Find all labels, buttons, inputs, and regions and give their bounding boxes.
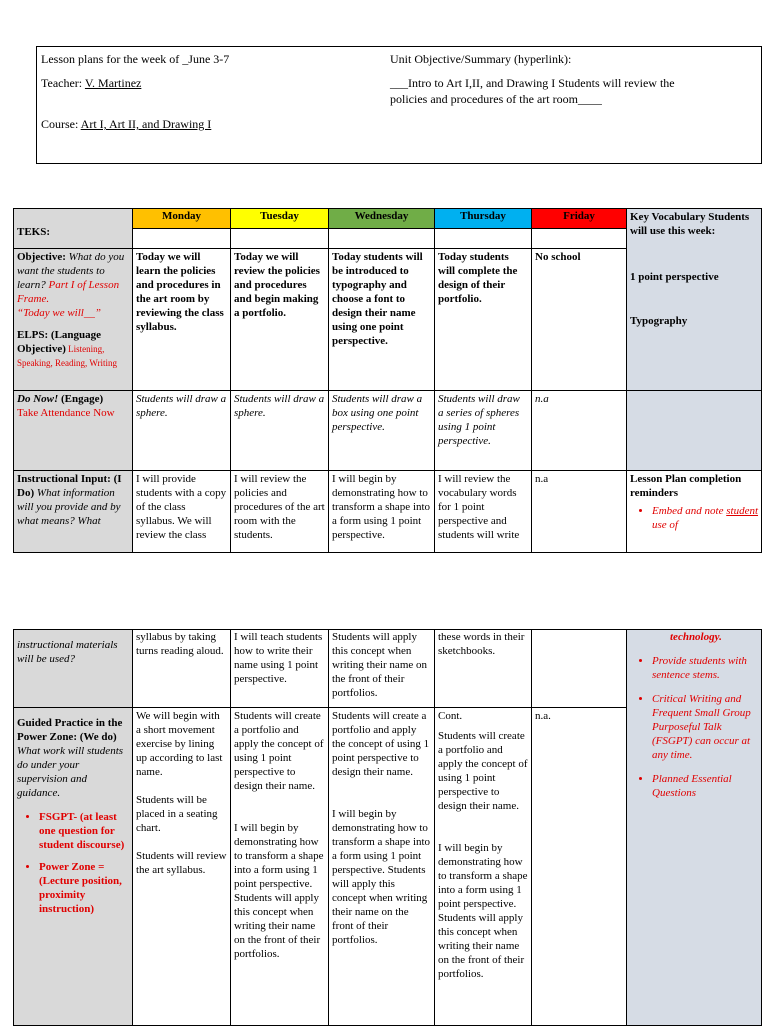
input-wednesday: I will begin by demonstrating how to transform a shape into a form using 1 point perspective. [329,471,435,553]
donow-label: Do Now! (Engage) Take Attendance Now [14,391,133,471]
input-friday-cont [532,630,627,708]
day-header-monday: Monday [133,209,231,229]
key-vocabulary [627,209,762,391]
teks-cell [133,229,231,249]
guided-friday: n.a. [532,708,627,1026]
day-header-friday: Friday [532,209,627,229]
objective-label: Objective: What do you want the students to learn? Part I of Lesson Frame. “Today we will__” ELPS: (Language Objective) Listening, Speaking, Reading, Writing [14,249,133,391]
course-name: Art I, Art II, and Drawing I [80,117,212,131]
reminder-item: • Planned Essential Questions [652,772,758,800]
vocab-item: Typography [630,315,688,327]
donow-friday: n.a [532,391,627,471]
vocab-item: 1 point perspective [630,271,719,283]
teks-cell [435,229,532,249]
reminder-item: • Provide students with sentence stems. [652,654,758,682]
guided-bullets [17,810,129,916]
objective-wednesday: Today students will be introduced to typography and choose a font to design their name using one point perspective. [329,249,435,391]
guided-practice-label: Guided Practice in the Power Zone: (We do) What work will students do under your supervision and guidance. • FSGPT- (at least one question for student discourse) • Power Zone = (Lecture position, proximity instruction) [14,708,133,1026]
week-label: Lesson plans for the week of _June 3-7 [41,52,230,66]
teks-cell [231,229,329,249]
input-wednesday-cont: Students will apply this concept when writing their name on the front of their portfolios. [329,630,435,708]
lesson-table-2 [13,629,762,1026]
lesson-header [36,46,762,164]
teks-cell [329,229,435,249]
course-line: Course: Art I, Art II, and Drawing I [41,117,212,131]
input-monday-cont: syllabus by taking turns reading aloud. [133,630,231,708]
input-thursday: I will review the vocabulary words for 1 point perspective and students will write [435,471,532,553]
unit-objective-line1: ___Intro to Art I,II, and Drawing I Students will review the [390,76,675,90]
teacher-name: V. Martinez [84,76,142,90]
donow-tuesday: Students will draw a sphere. [231,391,329,471]
guided-monday: We will begin with a short movement exercise by lining up according to last name. Students will be placed in a seating chart. Students will review the art syllabus. [133,708,231,1026]
donow-wednesday: Students will draw a box using one point perspective. [329,391,435,471]
instructional-input-label: Instructional Input: (I Do) What information will you provide and by what means? What [14,471,133,553]
input-monday: I will provide students with a copy of the class syllabus. We will review the class [133,471,231,553]
teks-label: TEKS: [14,209,133,249]
power-zone-bullet: • Power Zone = (Lecture position, proximity instruction) [39,860,129,916]
objective-tuesday: Today we will review the policies and procedures and begin making a portfolio. [231,249,329,391]
completion-reminders: Lesson Plan completion reminders • Embed and note student use of [627,471,762,553]
reminder-item: • Critical Writing and Frequent Small Group Purposeful Talk (FSGPT) can occur at any time. [652,692,758,762]
guided-thursday: Cont. Students will create a portfolio and apply the concept of using 1 point perspective to design their name. I will begin by demonstrating how to transform a shape into a form using 1 point perspective. Students will apply this concept when writing their name on the front of their portfolios. [435,708,532,1026]
objective-thursday: Today students will complete the design of their portfolio. [435,249,532,391]
fsgpt-bullet: • FSGPT- (at least one question for student discourse) [39,810,129,852]
instructional-input-label-cont: instructional materials will be used? [14,630,133,708]
donow-thursday: Students will draw a series of spheres using 1 point perspective. [435,391,532,471]
reminder-list [630,504,758,532]
guided-wednesday: Students will create a portfolio and apply the concept of using 1 point perspective to design their name. I will begin by demonstrating how to transform a shape into a form using 1 point perspective. Students will apply this concept when writing their name on the front of their portfolios. [329,708,435,1026]
unit-objective-line2: policies and procedures of the art room____ [390,92,602,106]
input-friday: n.a [532,471,627,553]
input-tuesday: I will review the policies and procedures of the art room with the students. [231,471,329,553]
completion-reminders-cont: technology. • Provide students with sentence stems. • Critical Writing and Frequent Small Group Purposeful Talk (FSGPT) can occur at any time. • Planned Essential Questions [627,630,762,1026]
reminder-list [630,654,758,800]
teks-cell [532,229,627,249]
donow-monday: Students will draw a sphere. [133,391,231,471]
objective-friday: No school [532,249,627,391]
vocab-header: Key Vocabulary Students will use this week: [630,211,750,237]
vocab-continued [627,391,762,471]
lesson-table-1 [13,208,762,553]
reminder-item: • Embed and note student use of [652,504,758,532]
guided-tuesday: Students will create a portfolio and apply the concept of using 1 point perspective to design their name. I will begin by demonstrating how to transform a shape into a form using 1 point perspective. Students will apply this concept when writing their name on the front of their portfolios. [231,708,329,1026]
unit-objective-label[interactable]: Unit Objective/Summary (hyperlink): [390,52,572,66]
day-header-tuesday: Tuesday [231,209,329,229]
input-thursday-cont: these words in their sketchbooks. [435,630,532,708]
teacher-line: Teacher: V. Martinez [41,76,142,90]
day-header-wednesday: Wednesday [329,209,435,229]
day-header-thursday: Thursday [435,209,532,229]
input-tuesday-cont: I will teach students how to write their name using 1 point perspective. [231,630,329,708]
objective-monday: Today we will learn the policies and procedures in the art room by reviewing the class syllabus. [133,249,231,391]
